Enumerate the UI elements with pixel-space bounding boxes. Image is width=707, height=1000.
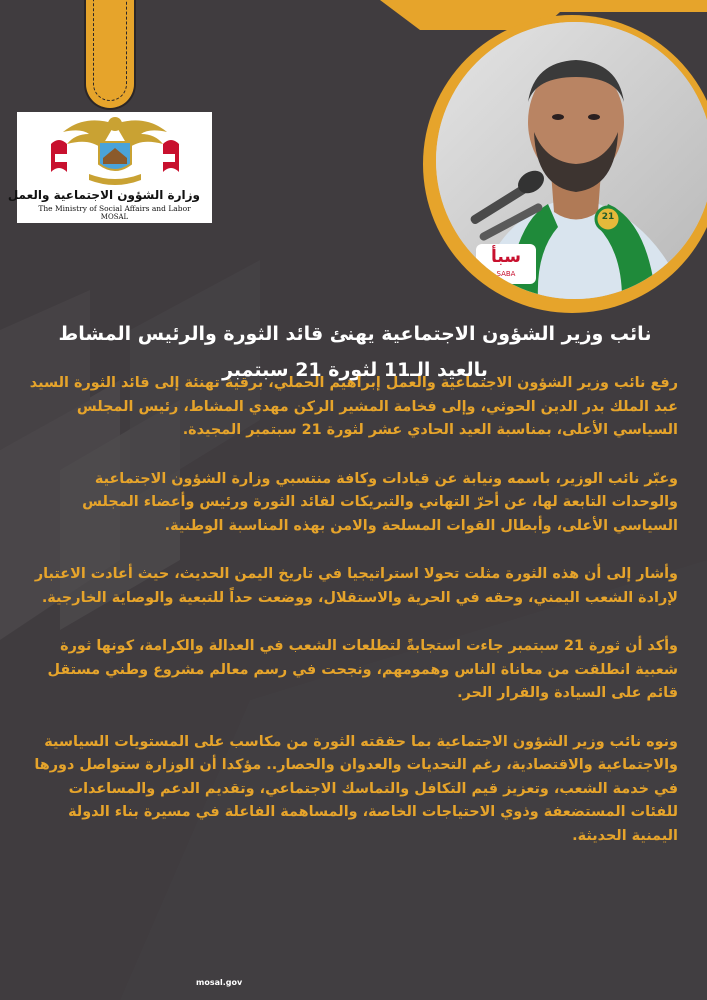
headline-line-2: بالعيد الـ11 لثورة 21 سبتمبر	[222, 359, 488, 381]
article-paragraph: رفع نائب وزير الشؤون الاجتماعية والعمل إبراهيم الحملي، برقية تهنئة إلى قائد الثورة السيد عبد الملك بدر الدين الحوثي، وإلى فخامة المشير الركن مهدي المشاط، رئيس المجلس السياسي الأعلى، بمناسبة العيد الحادي عشر لثورة 21 سبتمبر المجيدة.	[29, 375, 678, 438]
article-paragraph: ونوه نائب وزير الشؤون الاجتماعية بما حققته الثورة من مكاسب على المستويات السياسية والاجتماعية والاقتصادية، رغم التحديات والعدوان والحصار.. مؤكدا أن الوزارة ستواصل دورها في خدمة الشعب، وتعزيز قيم التكافل والتماسك الاجتماعي، وتقديم الدعم والمساعدات للفئات المستضعفة وذوي الاحتياجات الخاصة، والمساهمة الفاعلة في مسيرة بناء الدولة اليمنية الحديثة.	[34, 733, 678, 844]
badge-number: 21	[601, 212, 615, 222]
article-body	[28, 372, 678, 873]
ministry-logo	[7, 112, 212, 223]
article-paragraph: وعبّر نائب الوزير، باسمه ونيابة عن قيادات وكافة منتسبي وزارة الشؤون الاجتماعية والوحدات التابعة لها، عن أحرّ التهاني والتبريكات لقائد الثورة ورئيس وأعضاء المجلس السياسي الأعلى، وأبطال القوات المسلحة والامن بهذه المناسبة الوطنية.	[82, 470, 678, 534]
article-paragraph: وأشار إلى أن هذه الثورة مثلت تحولا استراتيجيا في تاريخ اليمن الحديث، حيث أعادت الاعتبار لإرادة الشعب اليمني، وحقه في الحرية والاستقلال، ووضعت حداً للتبعية والوصاية الخارجية.	[34, 566, 678, 606]
ministry-arabic-name: وزارة الشؤون الاجتماعية والعمل	[7, 188, 200, 202]
saba-mic-flag	[476, 244, 536, 284]
saba-mic-sub: SABA	[496, 270, 516, 278]
ministry-abbreviation: MOSAL	[100, 213, 129, 221]
article-paragraph: وأكد أن ثورة 21 سبتمبر جاءت استجابةً لتطلعات الشعب في العدالة والكرامة، كونها ثورة شعبية انطلقت من معاناة الناس وهمومهم، ونجحت في رسم معالم مشروع وطني مستقل قائم على السيادة والقرار الحر.	[47, 638, 678, 701]
headline-line-1: نائب وزير الشؤون الاجتماعية يهنئ قائد الثورة والرئيس المشاط	[58, 323, 652, 345]
hanging-ribbon	[84, 0, 136, 110]
portrait-photo	[436, 22, 707, 299]
ministry-english-name: The Ministry of Social Affairs and Labor	[38, 204, 191, 213]
footer-website[interactable]: mosal.gov	[196, 978, 243, 987]
eagle-emblem-icon	[45, 114, 185, 188]
saba-mic-brand: سبأ	[490, 247, 522, 267]
